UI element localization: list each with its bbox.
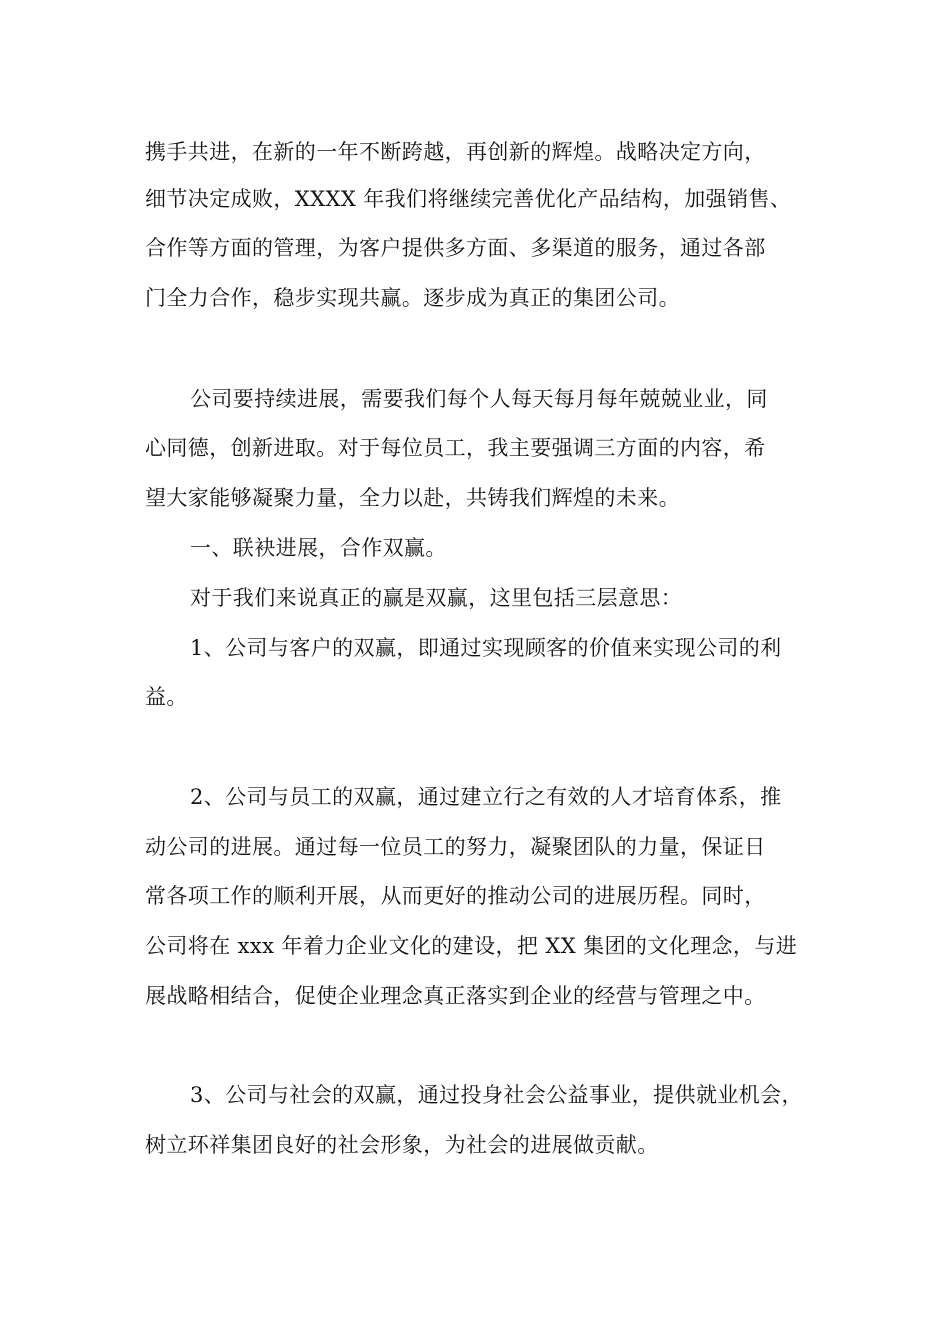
point-3-line-1: 3、公司与社会的双赢，通过投身社会公益事业，提供就业机会， [190, 1083, 803, 1107]
paragraph-1-line-1: 携手共进，在新的一年不断跨越，再创新的辉煌。战略决定方向， [145, 140, 766, 164]
point-2-line-5: 展战略相结合，促使企业理念真正落实到企业的经营与管理之中。 [145, 984, 766, 1008]
paragraph-2-line-3: 望大家能够凝聚力量，全力以赴，共铸我们辉煌的未来。 [145, 486, 680, 510]
intro-sentence: 对于我们来说真正的赢是双赢，这里包括三层意思： [190, 586, 683, 610]
point-1-line-1: 1、公司与客户的双赢，即通过实现顾客的价值来实现公司的利 [190, 636, 782, 660]
paragraph-2-line-1: 公司要持续进展，需要我们每个人每天每月每年兢兢业业，同 [190, 387, 768, 411]
paragraph-1-line-2: 细节决定成败，XXXX 年我们将继续完善优化产品结构，加强销售、 [145, 187, 792, 211]
point-2-line-2: 动公司的进展。通过每一位员工的努力，凝聚团队的力量，保证日 [145, 835, 766, 859]
paragraph-1-line-3: 合作等方面的管理，为客户提供多方面、多渠道的服务，通过各部 [145, 236, 766, 260]
section-heading: 一、联袂进展，合作双赢。 [190, 536, 447, 560]
point-2-line-1: 2、公司与员工的双赢，通过建立行之有效的人才培育体系，推 [190, 785, 782, 809]
paragraph-2-line-2: 心同德，创新进取。对于每位员工，我主要强调三方面的内容，希 [145, 436, 766, 460]
point-3-line-2: 树立环祥集团良好的社会形象，为社会的进展做贡献。 [145, 1133, 659, 1157]
paragraph-1-line-4: 门全力合作，稳步实现共赢。逐步成为真正的集团公司。 [145, 286, 680, 310]
point-2-line-4: 公司将在 xxx 年着力企业文化的建设，把 XX 集团的文化理念，与进 [145, 934, 798, 958]
point-2-line-3: 常各项工作的顺利开展，从而更好的推动公司的进展历程。同时， [145, 884, 766, 908]
point-1-line-2: 益。 [145, 685, 188, 709]
